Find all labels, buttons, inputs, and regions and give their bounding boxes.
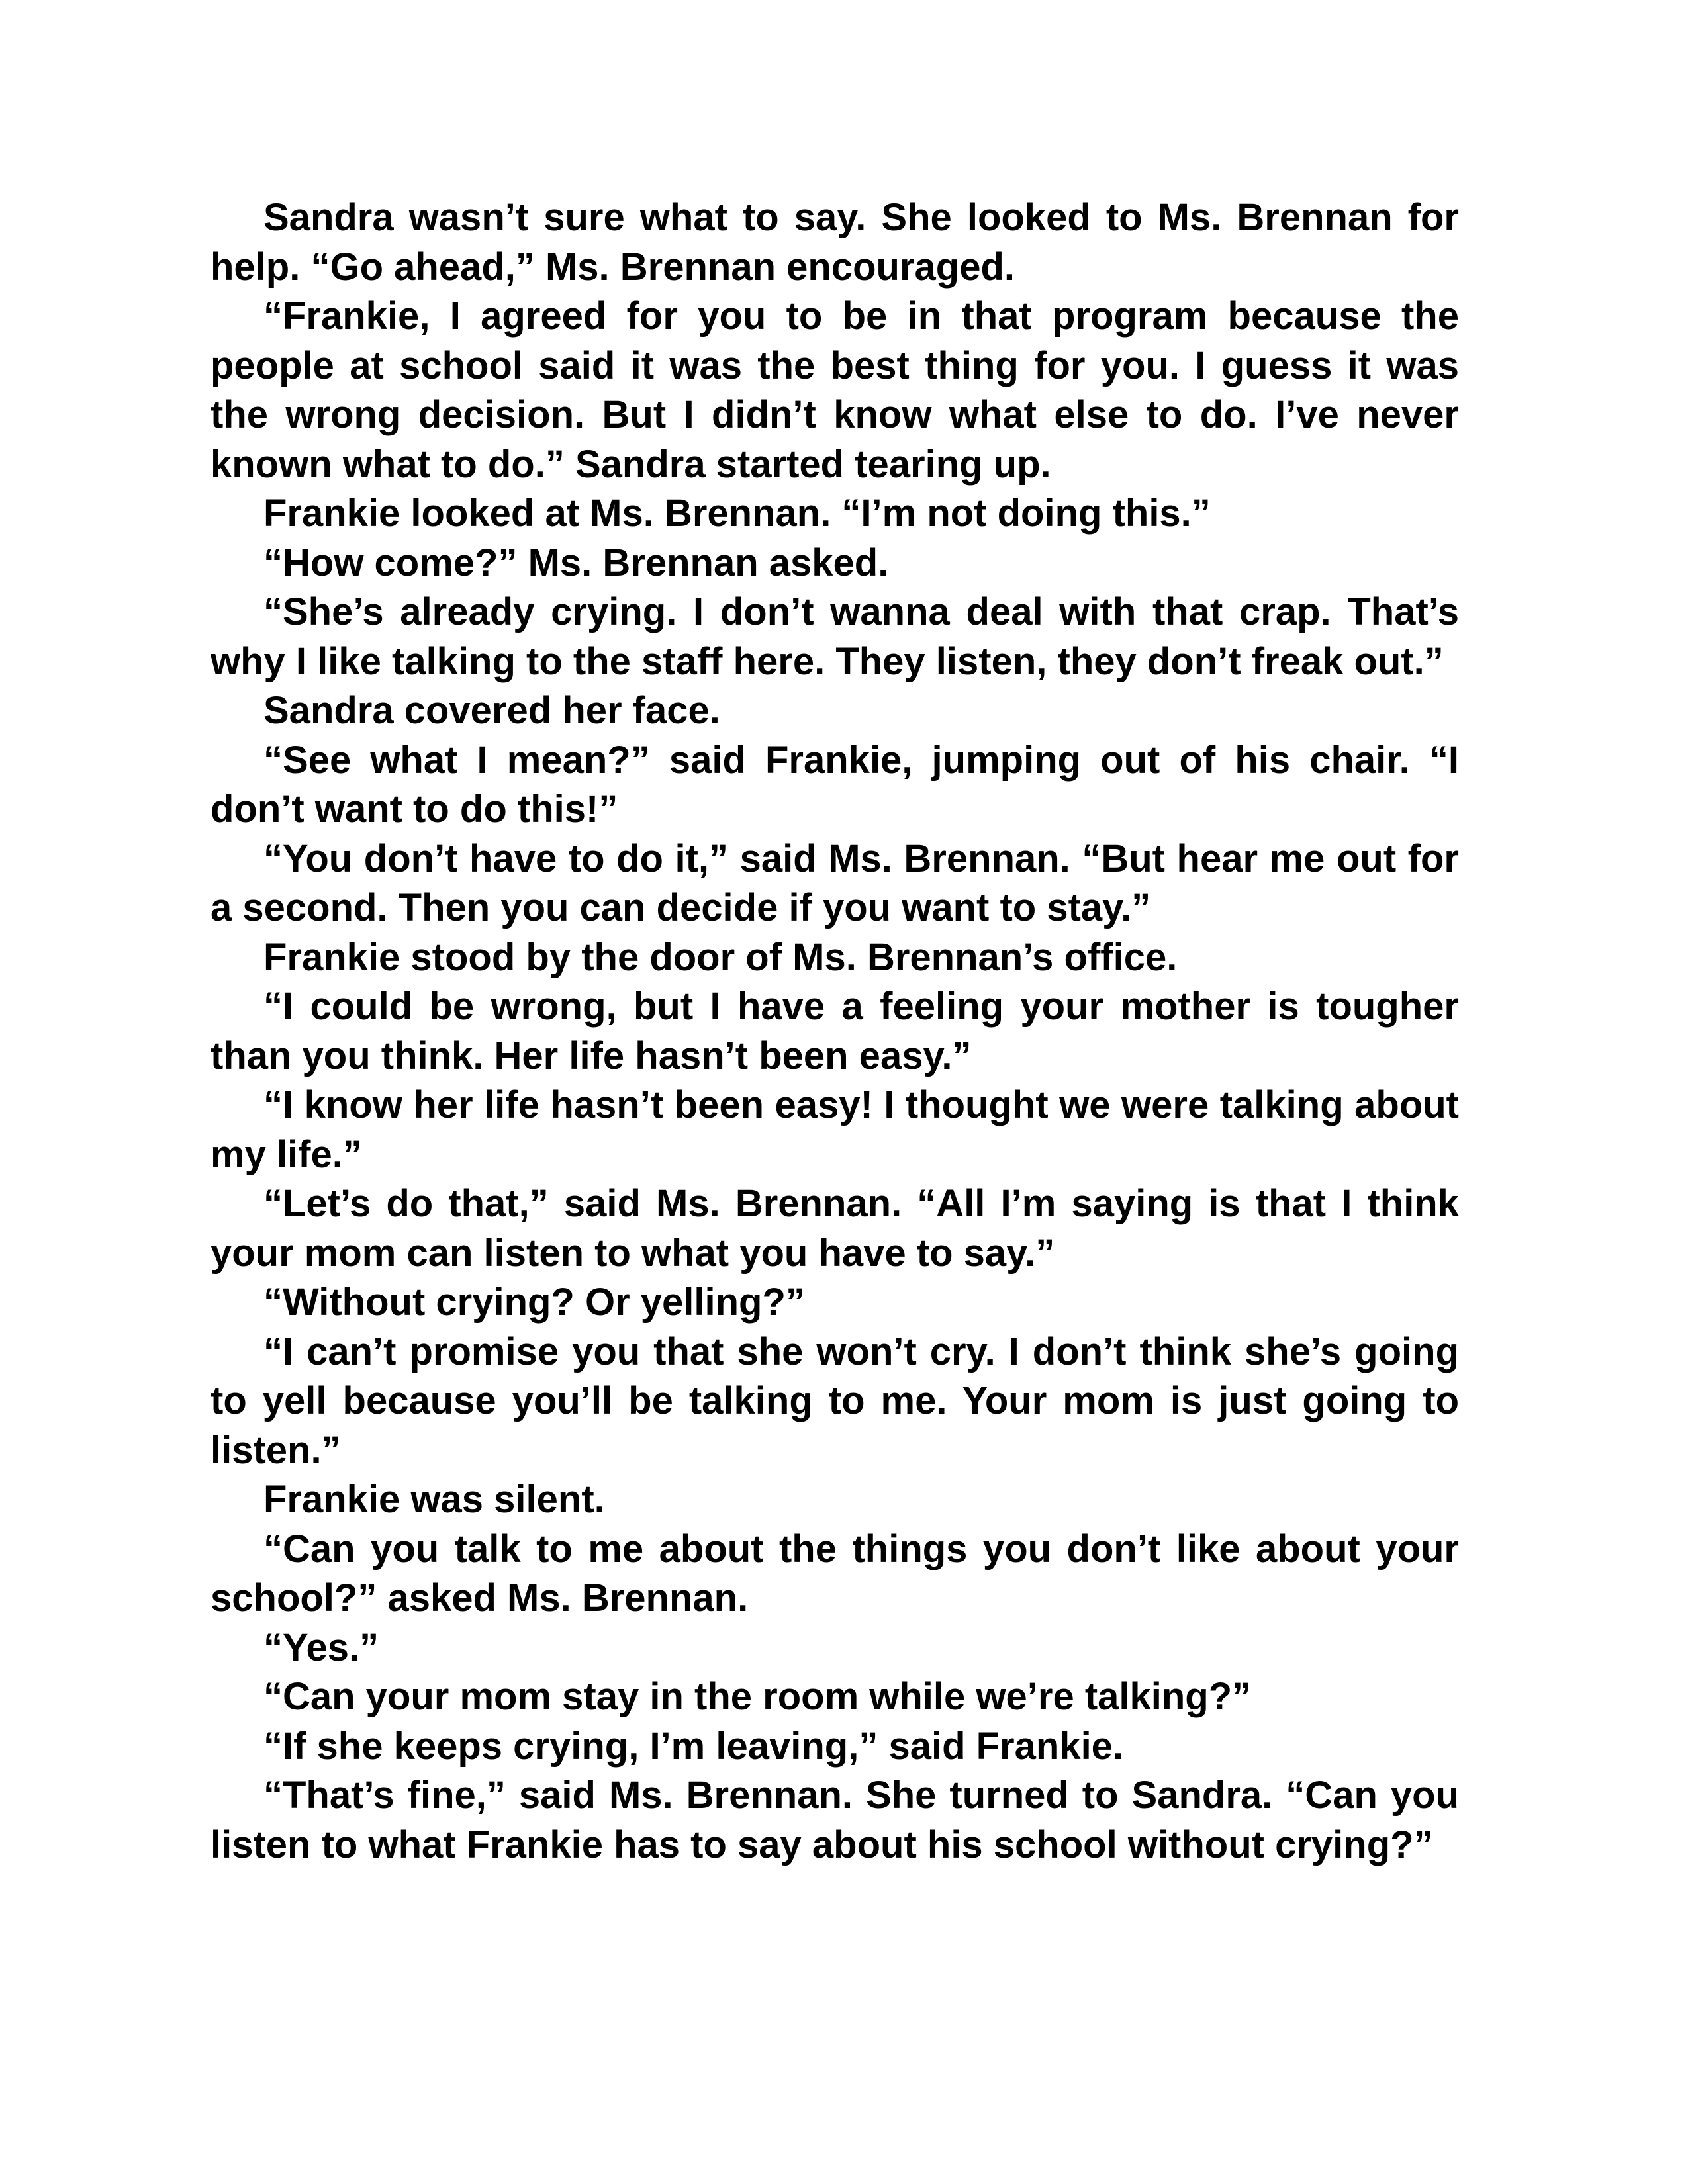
paragraph: “That’s fine,” said Ms. Brennan. She turned to Sandra. “Can you listen to what Frankie has to say about his school without crying?” bbox=[211, 1774, 1459, 1866]
paragraph: Sandra covered her face. bbox=[263, 689, 720, 732]
paragraph: “Can your mom stay in the room while we’re talking?” bbox=[263, 1675, 1252, 1718]
paragraph: “You don’t have to do it,” said Ms. Brennan. “But hear me out for a second. Then you can decide if you want to stay.” bbox=[211, 837, 1459, 929]
paragraph: Sandra wasn’t sure what to say. She looked to Ms. Brennan for help. “Go ahead,” Ms. Brennan encouraged. bbox=[211, 196, 1459, 289]
paragraph: “I can’t promise you that she won’t cry. I don’t think she’s going to yell because you’ll be talking to me. Your mom is just going to listen.” bbox=[211, 1330, 1459, 1472]
paragraph: “Can you talk to me about the things you don’t like about your school?” asked Ms. Brennan. bbox=[211, 1527, 1459, 1619]
paragraph: “How come?” Ms. Brennan asked. bbox=[263, 541, 889, 584]
paragraph: “I could be wrong, but I have a feeling your mother is tougher than you think. Her life hasn’t been easy.” bbox=[211, 985, 1459, 1077]
paragraph: “Frankie, I agreed for you to be in that program because the people at school said it was the best thing for you. I guess it was the wrong decision. But I didn’t know what else to do. I’ve never known what to do.” Sandra started tearing up. bbox=[211, 295, 1459, 486]
paragraph: Frankie was silent. bbox=[263, 1478, 605, 1521]
body-text bbox=[211, 193, 1459, 1870]
paragraph: Frankie looked at Ms. Brennan. “I’m not doing this.” bbox=[263, 492, 1211, 535]
paragraph: “I know her life hasn’t been easy! I thought we were talking about my life.” bbox=[211, 1083, 1459, 1176]
paragraph: “Yes.” bbox=[263, 1625, 379, 1669]
paragraph: “Without crying? Or yelling?” bbox=[263, 1281, 805, 1324]
paragraph: “Let’s do that,” said Ms. Brennan. “All I’m saying is that I think your mom can listen to what you have to say.” bbox=[211, 1182, 1459, 1275]
paragraph: Frankie stood by the door of Ms. Brennan’s office. bbox=[263, 935, 1178, 979]
paragraph: “She’s already crying. I don’t wanna deal with that crap. That’s why I like talking to the staff here. They listen, they don’t freak out.” bbox=[211, 590, 1459, 683]
paragraph: “If she keeps crying, I’m leaving,” said Frankie. bbox=[263, 1724, 1124, 1768]
paragraph: “See what I mean?” said Frankie, jumping out of his chair. “I don’t want to do this!” bbox=[211, 738, 1459, 831]
